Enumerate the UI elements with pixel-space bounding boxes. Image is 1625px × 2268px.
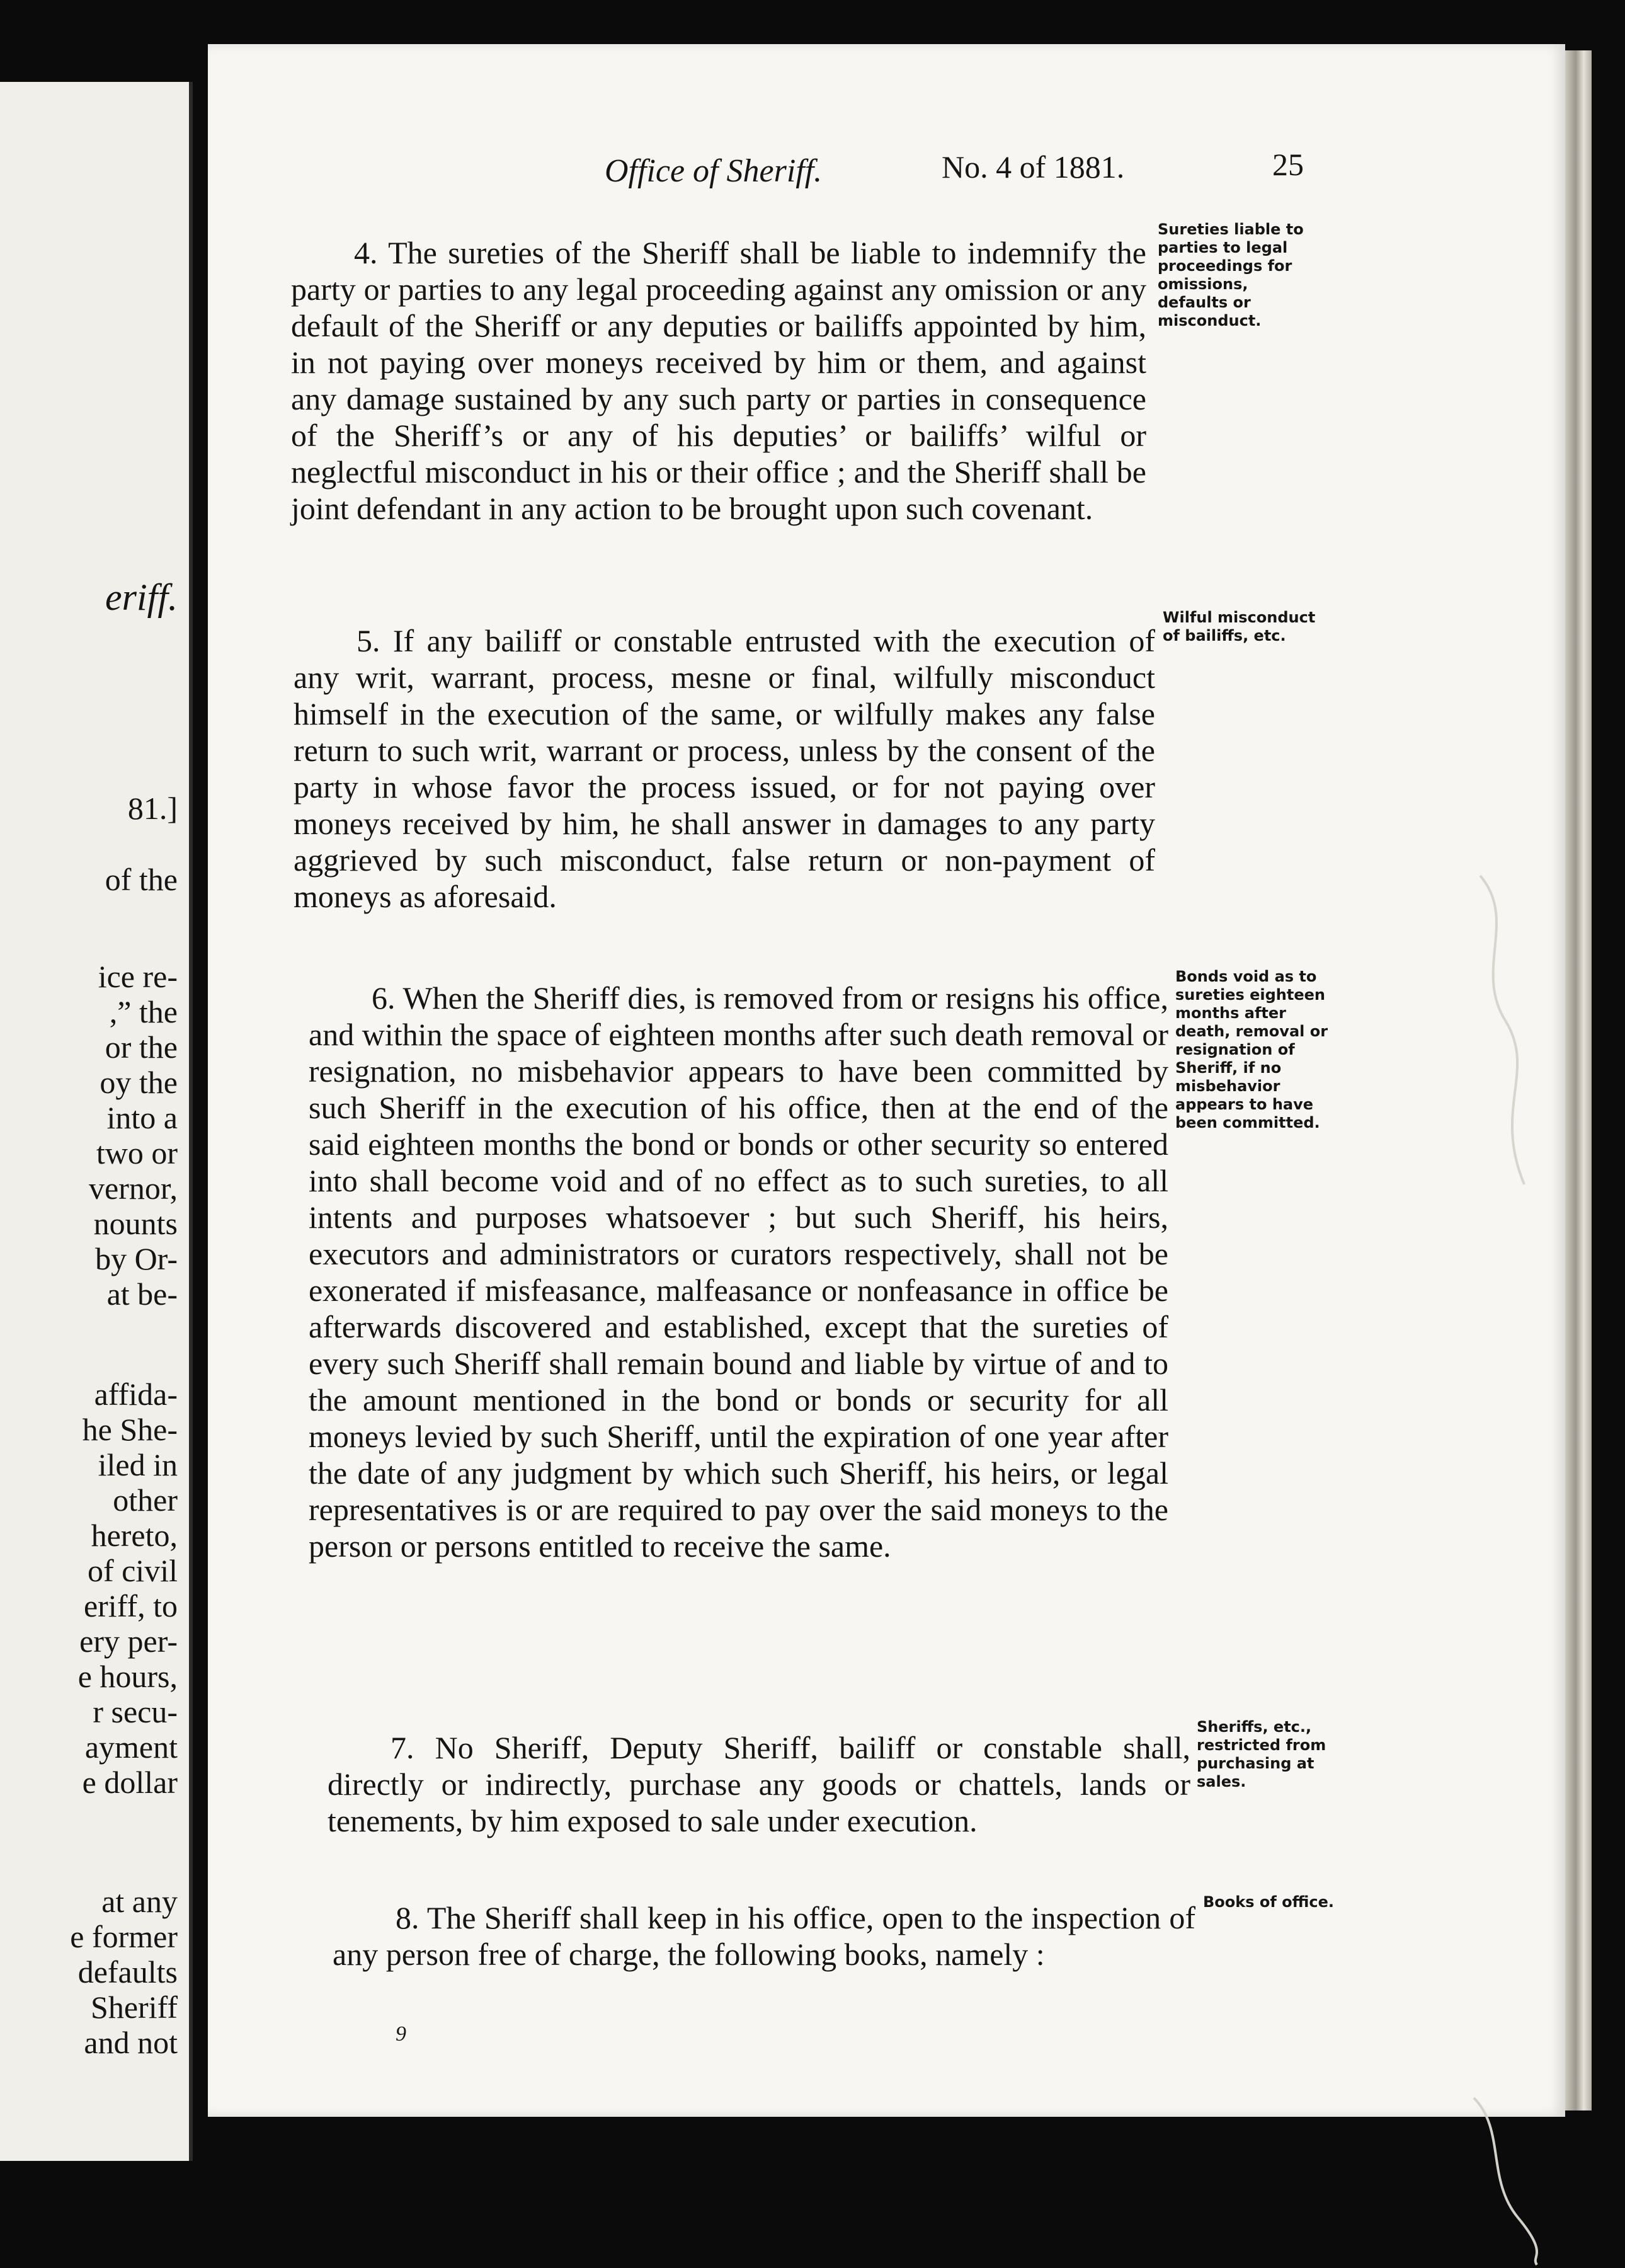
left-page-line: e former [70,1919,178,1954]
left-page-line: ice re- [98,959,178,994]
left-page-fragment [0,82,193,2161]
marginal-note: Sheriffs, etc., restricted from purchasing at sales. [1197,1718,1326,1790]
left-page-line: ayment [84,1729,178,1765]
left-page-line: affida- [94,1377,178,1412]
left-page-line: at any [101,1884,178,1919]
left-page-line: of the [105,862,178,897]
section-number: 5. [356,623,380,658]
section-number: 4. [354,235,378,270]
left-page-line: he She- [82,1412,178,1447]
left-page-line: oy the [100,1065,178,1100]
section-text: If any bailiff or constable entrusted with the execution of any writ, warrant, process, mesne or final, wilfully misconduct himself in the execution of the same, or wilfully makes any false return to such writ, warrant or process, unless by the consent of the party in whose favor the process issued, or for not paying over moneys received by him, he shall answer in damages to any party aggrieved by such misconduct, false return or non-payment of moneys as aforesaid. [294,623,1155,914]
left-page-line: e dollar [82,1765,178,1800]
left-page-line: Sheriff [91,1990,178,2025]
left-page-line: other [113,1482,178,1518]
marginal-note: Sureties liable to parties to legal proceedings for omissions, defaults or misconduct. [1158,220,1304,329]
running-title: Office of Sheriff. [605,153,823,189]
left-page-line: eriff. [105,576,178,618]
section-text: No Sheriff, Deputy Sheriff, bailiff or constable shall, directly or indirectly, purchase any goods or chattels, lands or tenements, by him exposed to sale under execution. [328,1730,1191,1838]
act-number: No. 4 of 1881. [942,149,1125,185]
left-page-line: at be- [106,1276,178,1312]
section-number: 6. [372,980,396,1016]
left-page-line: ,” the [109,994,178,1029]
section-text: When the Sheriff dies, is removed from or resigns his office, and within the space of eighteen months after such death removal or resignation, no misbehavior appears to have been committed by such Sheriff in the execution of his office, then at the end of the said eighteen months the bond or bonds or other security so entered into shall become void and of no effect as to such sureties, to all intents and purposes whatsoever ; but such Sheriff, his heirs, executors and administrators or curators respectively, shall not be exonerated if misfeasance, malfeasance or nonfeasance in office be afterwards discovered and established, except that the sureties of every such Sheriff shall remain bound and liable by virtue of and to the amount mentioned in the bond or bonds or security for all moneys levied by such Sheriff, until the expiration of one year after the date of any judgment by which such Sheriff, his heirs, or legal representatives is or are required to pay over the said moneys to the person or persons entitled to receive the same. [309,980,1168,1564]
section-7 [328,1729,1190,1839]
left-page-line: e hours, [77,1659,178,1694]
left-page-line: vernor, [89,1171,178,1206]
page-edge [1565,50,1592,2110]
scan-scratch-mark [1461,2092,1562,2268]
left-page-line: nounts [93,1206,178,1241]
left-page-line: of civil [87,1553,178,1588]
page-number: 25 [1272,147,1304,182]
left-page-line: by Or- [95,1241,178,1276]
left-page-line: hereto, [91,1518,178,1553]
left-page-line: into a [106,1100,178,1135]
left-page-line: r secu- [93,1694,178,1729]
left-page-line: ery per- [79,1624,178,1659]
left-page-line: and not [84,2025,178,2060]
left-page-line: defaults [77,1954,178,1990]
section-8 [333,1899,1195,1973]
section-5 [294,622,1155,915]
left-page-line: or the [105,1029,178,1065]
left-page-line: eriff, to [83,1588,178,1624]
marginal-note: Bonds void as to sureties eighteen months after death, removal or resignation of Sheriff, if no misbehavior appears to have been committed. [1175,968,1328,1131]
section-number: 7. [391,1730,414,1765]
marginal-note: Wilful misconduct of bailiffs, etc. [1163,609,1316,644]
left-page-line: two or [96,1135,178,1171]
section-text: The Sheriff shall keep in his office, open to the inspection of any person free of charge, the following books, namely : [333,1900,1195,1972]
section-4 [291,234,1146,527]
section-number: 8. [396,1900,419,1935]
section-text: The sureties of the Sheriff shall be liable to indemnify the party or parties to any legal proceeding against any omission or any default of the Sheriff or any deputies or bailiffs appointed by him, in not paying over moneys received by him or them, and against any damage sustained by any such party or parties in consequence of the Sheriff’s or any of his deputies’ or bailiffs’ wilful or neglectful misconduct in his or their office ; and the Sheriff shall be joint defendant in any action to be brought upon such covenant. [291,235,1146,526]
signature-mark: 9 [396,2022,406,2046]
left-page-line: 81.] [127,791,178,826]
section-6 [309,980,1168,1564]
left-page-line: iled in [98,1447,178,1482]
marginal-note: Books of office. [1203,1893,1335,1911]
